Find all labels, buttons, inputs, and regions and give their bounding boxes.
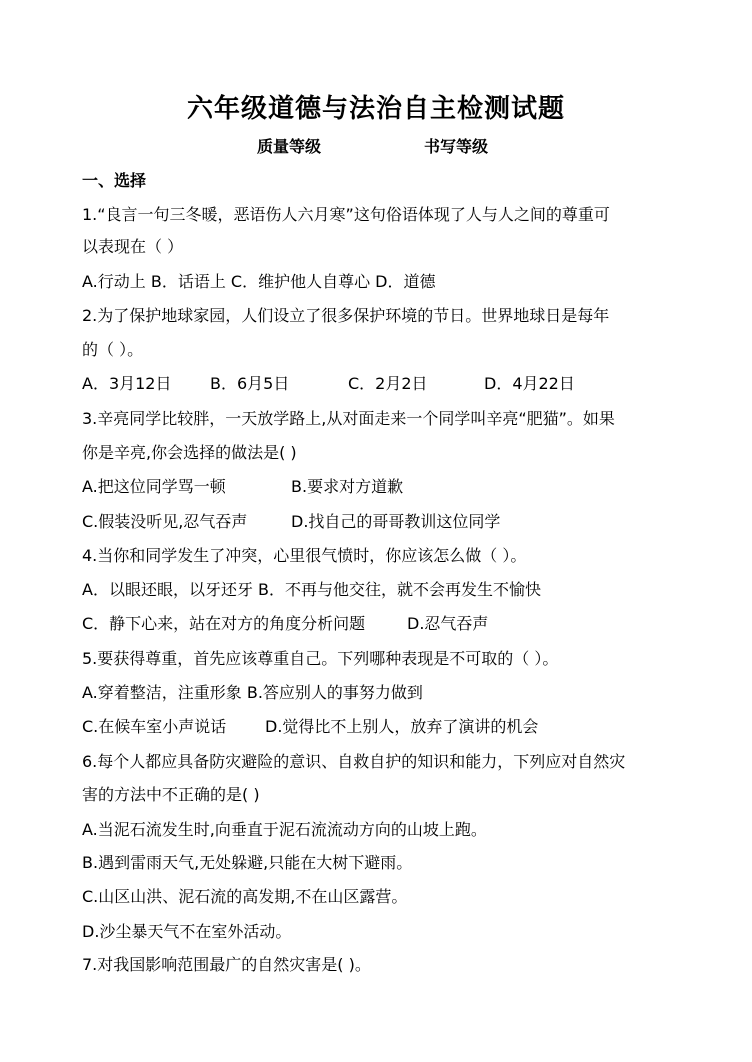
q4-stem: 4.当你和同学发生了冲突，心里很气愤时，你应该怎么做（ ）。 (82, 546, 527, 565)
page-title: 六年级道德与法治自主检测试题 (186, 94, 565, 124)
q6-option-d: D.沙尘暴天气不在室外活动。 (82, 922, 292, 941)
quality-grade-label: 质量等级 (257, 137, 322, 156)
q4-options-ab: A．以眼还眼，以牙还牙 B．不再与他交往，就不会再发生不愉快 (82, 580, 542, 599)
q2-stem-line2: 的（ ）。 (82, 340, 144, 359)
q2-option-d: D．4月22日 (484, 374, 575, 393)
q5-option-d: D.觉得比不上别人，放弃了演讲的机会 (265, 717, 539, 736)
section-heading: 一、选择 (82, 171, 147, 190)
q2-option-a: A．3月12日 (82, 374, 172, 393)
q2-option-c: C．2月2日 (348, 374, 428, 393)
q7-stem: 7.对我国影响范围最广的自然灾害是( )。 (82, 955, 371, 974)
q3-stem-line2: 你是辛亮,你会选择的做法是( ) (82, 443, 297, 462)
q3-option-d: D.找自己的哥哥教训这位同学 (291, 512, 501, 531)
q5-options-ab: A.穿着整洁，注重形象 B.答应别人的事努力做到 (82, 683, 423, 702)
q3-stem-line1: 3.辛亮同学比较胖，一天放学路上,从对面走来一个同学叫辛亮“肥猫”。如果 (82, 409, 615, 428)
q6-option-b: B.遇到雷雨天气,无处躲避,只能在大树下避雨。 (82, 853, 413, 872)
q3-option-a: A.把这位同学骂一顿 (82, 477, 226, 496)
q4-option-c: C．静下心来，站在对方的角度分析问题 (82, 614, 366, 633)
grade-row (0, 134, 752, 158)
q5-option-c: C.在候车室小声说话 (82, 717, 227, 736)
q6-stem-line1: 6.每个人都应具备防灾避险的意识、自救自护的知识和能力，下列应对自然灾 (82, 752, 626, 771)
writing-grade-label: 书写等级 (424, 137, 489, 156)
q1-options: A.行动上 B．话语上 C．维护他人自尊心 D．道德 (82, 272, 436, 291)
q3-option-c: C.假装没听见,忍气吞声 (82, 512, 248, 531)
q6-stem-line2: 害的方法中不正确的是( ) (82, 785, 260, 804)
q3-option-b: B.要求对方道歉 (291, 477, 404, 496)
q1-stem-line1: 1.“良言一句三冬暖，恶语伤人六月寒”这句俗语体现了人与人之间的尊重可 (82, 205, 610, 224)
q6-option-a: A.当泥石流发生时,向垂直于泥石流流动方向的山坡上跑。 (82, 820, 487, 839)
q5-stem: 5.要获得尊重，首先应该尊重自己。下列哪种表现是不可取的（ ）。 (82, 649, 559, 668)
q1-stem-line2: 以表现在（ ） (82, 237, 184, 256)
q6-option-c: C.山区山洪、泥石流的高发期,不在山区露营。 (82, 887, 408, 906)
q4-option-d: D.忍气吞声 (407, 614, 489, 633)
q2-stem-line1: 2.为了保护地球家园，人们设立了很多保护环境的节日。世界地球日是每年 (82, 306, 610, 325)
q2-option-b: B．6月5日 (210, 374, 290, 393)
